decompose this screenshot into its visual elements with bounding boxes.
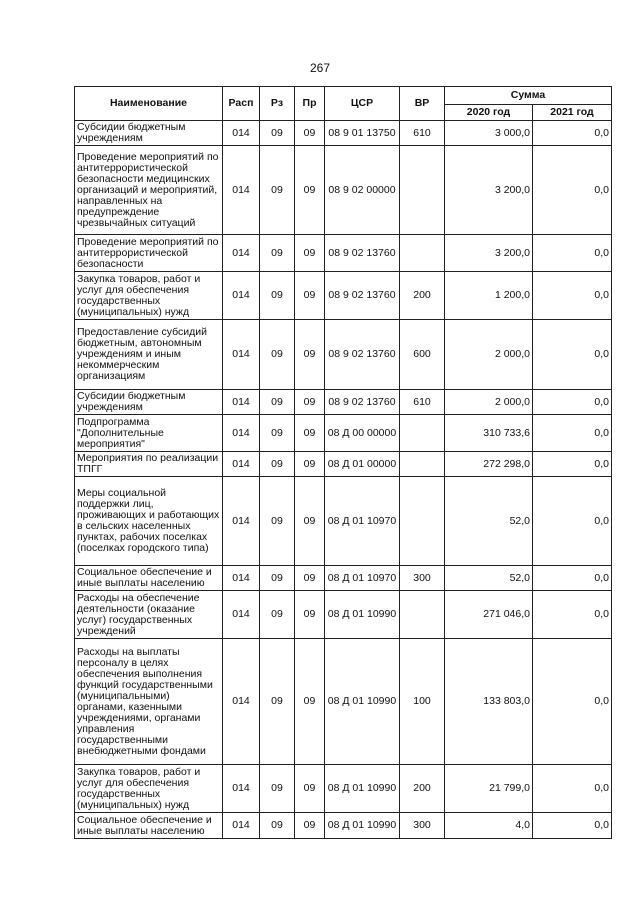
cell-2020: 133 803,0 <box>445 639 533 765</box>
table-row <box>75 121 612 146</box>
cell-rz: 09 <box>260 272 295 320</box>
cell-rasp: 014 <box>223 477 260 566</box>
cell-pr: 09 <box>295 146 325 235</box>
table-row <box>75 591 612 639</box>
cell-csr: 08 9 02 13760 <box>325 272 400 320</box>
table-row <box>75 272 612 320</box>
cell-2021: 0,0 <box>533 813 612 839</box>
page-number: 267 <box>309 61 331 75</box>
cell-rasp: 014 <box>223 566 260 591</box>
cell-name: Проведение мероприятий по антитеррористической безопасности <box>75 235 223 272</box>
cell-vr <box>400 415 445 452</box>
cell-2020: 272 298,0 <box>445 452 533 477</box>
cell-2021: 0,0 <box>533 639 612 765</box>
cell-name: Закупка товаров, работ и услуг для обеспечения государственных (муниципальных) нужд <box>75 765 223 813</box>
cell-pr: 09 <box>295 415 325 452</box>
cell-2021: 0,0 <box>533 477 612 566</box>
cell-2020: 271 046,0 <box>445 591 533 639</box>
table-row <box>75 320 612 390</box>
cell-rz: 09 <box>260 390 295 415</box>
cell-vr <box>400 591 445 639</box>
cell-pr: 09 <box>295 121 325 146</box>
cell-name: Субсидии бюджетным учреждениям <box>75 121 223 146</box>
cell-pr: 09 <box>295 452 325 477</box>
cell-pr: 09 <box>295 639 325 765</box>
table-row <box>75 566 612 591</box>
cell-name: Меры социальной поддержки лиц, проживающих и работающих в сельских населенных пунктах, рабочих поселках (поселках городского типа) <box>75 477 223 566</box>
cell-csr: 08 9 02 13760 <box>325 235 400 272</box>
cell-rz: 09 <box>260 146 295 235</box>
table-row <box>75 415 612 452</box>
cell-2021: 0,0 <box>533 390 612 415</box>
cell-2021: 0,0 <box>533 272 612 320</box>
cell-rz: 09 <box>260 235 295 272</box>
cell-rasp: 014 <box>223 390 260 415</box>
cell-rasp: 014 <box>223 146 260 235</box>
cell-rasp: 014 <box>223 121 260 146</box>
cell-2021: 0,0 <box>533 591 612 639</box>
cell-pr: 09 <box>295 272 325 320</box>
cell-rasp: 014 <box>223 235 260 272</box>
header-2021: 2021 год <box>533 105 612 121</box>
cell-vr: 610 <box>400 390 445 415</box>
cell-vr <box>400 235 445 272</box>
header-vr: ВР <box>400 87 445 121</box>
header-2020: 2020 год <box>445 105 533 121</box>
cell-vr: 200 <box>400 765 445 813</box>
cell-2020: 2 000,0 <box>445 390 533 415</box>
cell-rz: 09 <box>260 591 295 639</box>
cell-csr: 08 9 02 13760 <box>325 320 400 390</box>
header-rasp: Расп <box>223 87 260 121</box>
cell-2020: 4,0 <box>445 813 533 839</box>
cell-vr: 200 <box>400 272 445 320</box>
cell-rasp: 014 <box>223 415 260 452</box>
cell-vr <box>400 452 445 477</box>
table-row <box>75 477 612 566</box>
cell-csr: 08 Д 00 00000 <box>325 415 400 452</box>
cell-name: Расходы на выплаты персоналу в целях обеспечения выполнения функций государственными (муниципальными) органами, казенными учреждениями, органами управления государственными внебюджетными фондами <box>75 639 223 765</box>
cell-pr: 09 <box>295 765 325 813</box>
cell-rz: 09 <box>260 477 295 566</box>
cell-rz: 09 <box>260 121 295 146</box>
cell-2020: 52,0 <box>445 566 533 591</box>
cell-vr <box>400 477 445 566</box>
cell-csr: 08 Д 01 10990 <box>325 639 400 765</box>
header-rz: Рз <box>260 87 295 121</box>
header-pr: Пр <box>295 87 325 121</box>
cell-2020: 1 200,0 <box>445 272 533 320</box>
cell-csr: 08 Д 01 00000 <box>325 452 400 477</box>
cell-rasp: 014 <box>223 272 260 320</box>
cell-csr: 08 Д 01 10990 <box>325 813 400 839</box>
cell-2020: 3 200,0 <box>445 146 533 235</box>
cell-name: Субсидии бюджетным учреждениям <box>75 390 223 415</box>
cell-rz: 09 <box>260 813 295 839</box>
budget-table <box>74 86 612 839</box>
cell-pr: 09 <box>295 813 325 839</box>
cell-csr: 08 Д 01 10970 <box>325 566 400 591</box>
cell-name: Предоставление субсидий бюджетным, автономным учреждениям и иным некоммерческим организациям <box>75 320 223 390</box>
cell-rz: 09 <box>260 639 295 765</box>
cell-name: Социальное обеспечение и иные выплаты населению <box>75 566 223 591</box>
cell-2021: 0,0 <box>533 235 612 272</box>
header-name: Наименование <box>75 87 223 121</box>
table-row <box>75 235 612 272</box>
table-row <box>75 390 612 415</box>
cell-csr: 08 Д 01 10990 <box>325 591 400 639</box>
cell-pr: 09 <box>295 235 325 272</box>
cell-rz: 09 <box>260 415 295 452</box>
cell-pr: 09 <box>295 566 325 591</box>
cell-2021: 0,0 <box>533 415 612 452</box>
cell-rz: 09 <box>260 566 295 591</box>
cell-name: Проведение мероприятий по антитеррористической безопасности медицинских организаций и мероприятий, направленных на предупреждение чрезвычайных ситуаций <box>75 146 223 235</box>
cell-2021: 0,0 <box>533 566 612 591</box>
cell-csr: 08 9 02 00000 <box>325 146 400 235</box>
table-row <box>75 639 612 765</box>
cell-vr: 610 <box>400 121 445 146</box>
cell-2020: 3 200,0 <box>445 235 533 272</box>
cell-csr: 08 9 01 13750 <box>325 121 400 146</box>
cell-name: Социальное обеспечение и иные выплаты населению <box>75 813 223 839</box>
cell-rasp: 014 <box>223 452 260 477</box>
header-sum: Сумма <box>445 87 612 105</box>
table-row <box>75 146 612 235</box>
cell-rz: 09 <box>260 765 295 813</box>
cell-pr: 09 <box>295 477 325 566</box>
cell-vr: 100 <box>400 639 445 765</box>
table-row <box>75 452 612 477</box>
cell-name: Закупка товаров, работ и услуг для обеспечения государственных (муниципальных) нужд <box>75 272 223 320</box>
cell-vr <box>400 146 445 235</box>
cell-rz: 09 <box>260 320 295 390</box>
cell-pr: 09 <box>295 320 325 390</box>
cell-name: Подпрограмма "Дополнительные мероприятия" <box>75 415 223 452</box>
cell-2020: 310 733,6 <box>445 415 533 452</box>
cell-2020: 3 000,0 <box>445 121 533 146</box>
header-csr: ЦСР <box>325 87 400 121</box>
cell-2020: 21 799,0 <box>445 765 533 813</box>
cell-2021: 0,0 <box>533 320 612 390</box>
cell-rz: 09 <box>260 452 295 477</box>
cell-2021: 0,0 <box>533 146 612 235</box>
cell-rasp: 014 <box>223 765 260 813</box>
cell-2021: 0,0 <box>533 121 612 146</box>
cell-pr: 09 <box>295 591 325 639</box>
cell-pr: 09 <box>295 390 325 415</box>
cell-rasp: 014 <box>223 320 260 390</box>
cell-name: Расходы на обеспечение деятельности (оказание услуг) государственных учреждений <box>75 591 223 639</box>
cell-vr: 300 <box>400 813 445 839</box>
table-row <box>75 813 612 839</box>
cell-rasp: 014 <box>223 813 260 839</box>
cell-rasp: 014 <box>223 639 260 765</box>
table-body <box>75 121 612 839</box>
cell-2021: 0,0 <box>533 765 612 813</box>
cell-2020: 52,0 <box>445 477 533 566</box>
table-header <box>75 87 612 121</box>
cell-rasp: 014 <box>223 591 260 639</box>
cell-2021: 0,0 <box>533 452 612 477</box>
table-row <box>75 765 612 813</box>
cell-2020: 2 000,0 <box>445 320 533 390</box>
cell-vr: 600 <box>400 320 445 390</box>
cell-csr: 08 Д 01 10970 <box>325 477 400 566</box>
cell-csr: 08 9 02 13760 <box>325 390 400 415</box>
cell-name: Мероприятия по реализации ТПГГ <box>75 452 223 477</box>
cell-vr: 300 <box>400 566 445 591</box>
cell-csr: 08 Д 01 10990 <box>325 765 400 813</box>
